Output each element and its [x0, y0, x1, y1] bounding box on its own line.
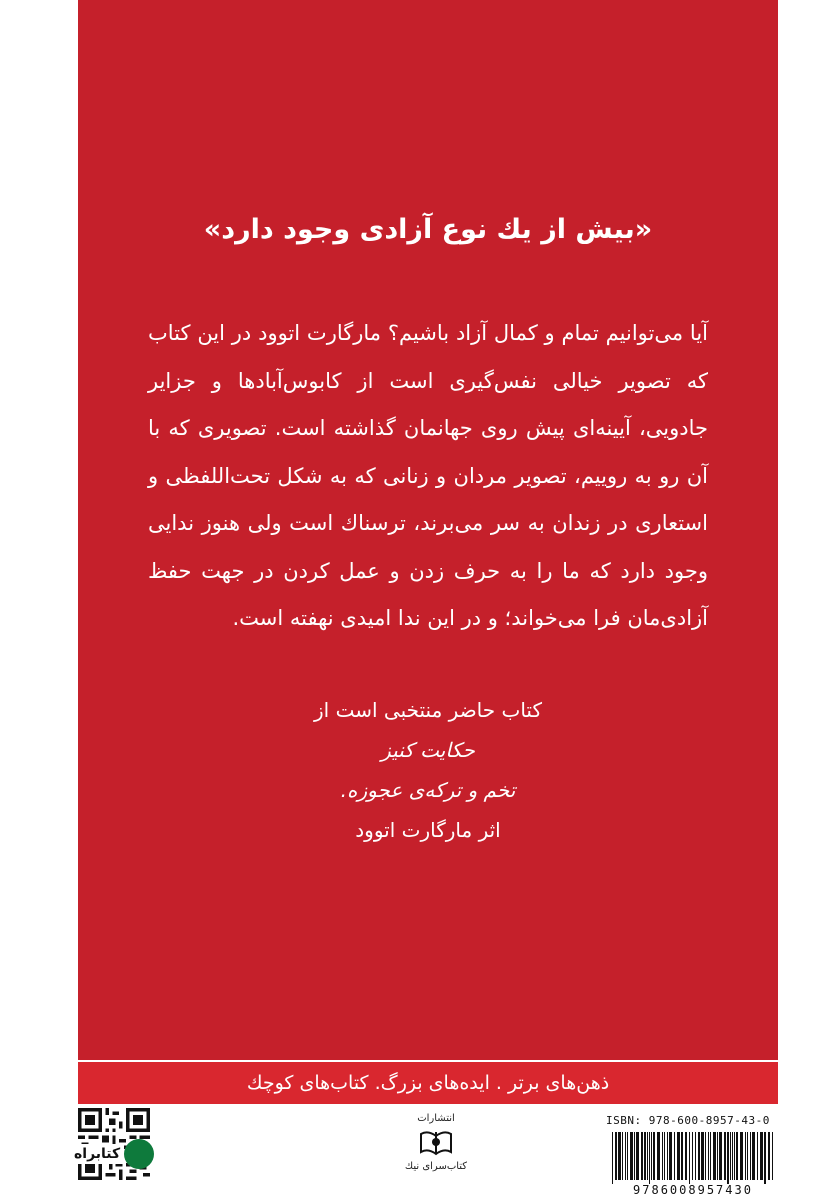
barcode-bar — [745, 1132, 746, 1180]
barcode-bar — [717, 1132, 718, 1180]
barcode-bar — [647, 1132, 648, 1180]
barcode-bar — [740, 1132, 743, 1180]
barcode-bar — [625, 1132, 626, 1180]
barcode-bar — [757, 1132, 758, 1180]
barcode-bar — [627, 1132, 628, 1180]
back-cover — [78, 0, 778, 1060]
barcode-bar — [708, 1132, 709, 1180]
brand-name: کتابراه — [70, 1144, 124, 1164]
barcode-bar — [760, 1132, 763, 1180]
barcode-bar — [747, 1132, 748, 1180]
excerpt-note — [78, 690, 778, 850]
brand-watermark — [70, 1136, 158, 1172]
cover-headline: «بیش از یك نوع آزادی وجود دارد» — [203, 214, 653, 245]
barcode-bar — [615, 1132, 617, 1180]
barcode-bar — [764, 1132, 766, 1184]
barcode-bar — [622, 1132, 623, 1180]
excerpt-title: حکایت کنیز — [381, 738, 475, 762]
barcode-bar — [689, 1132, 690, 1184]
barcode-bar — [734, 1132, 735, 1180]
barcode-bar — [750, 1132, 751, 1180]
barcode-bar — [667, 1132, 668, 1180]
barcode-bar — [649, 1132, 650, 1184]
barcode-bar — [669, 1132, 672, 1180]
barcode-bar — [677, 1132, 680, 1180]
barcode-bar — [653, 1132, 655, 1180]
barcode — [606, 1130, 780, 1196]
publisher-name: کتاب‌سرای نیك — [404, 1161, 468, 1172]
barcode-bar — [698, 1132, 700, 1180]
barcode-bar — [701, 1132, 704, 1180]
excerpt-line: کتاب حاضر منتخبی است از — [314, 698, 542, 722]
barcode-bar — [630, 1132, 633, 1180]
book-eye-icon — [419, 1128, 453, 1158]
barcode-bar — [636, 1132, 639, 1180]
barcode-bar — [664, 1132, 665, 1180]
barcode-bar — [618, 1132, 621, 1180]
barcode-bar — [612, 1132, 613, 1184]
excerpt-author: اثر مارگارت اتوود — [355, 818, 501, 842]
barcode-bar — [651, 1132, 652, 1180]
barcode-bar — [732, 1132, 733, 1180]
barcode-bar — [641, 1132, 643, 1180]
barcode-bar — [736, 1132, 738, 1180]
barcode-bar — [692, 1132, 693, 1180]
barcode-bar — [695, 1132, 696, 1180]
barcode-digits: 9786008957430 — [633, 1183, 753, 1196]
barcode-bar — [681, 1132, 683, 1180]
publisher-label: انتشارات — [417, 1113, 455, 1124]
barcode-bar — [662, 1132, 663, 1180]
barcode-bar — [752, 1132, 755, 1180]
barcode-bar — [634, 1132, 635, 1180]
barcode-bar — [772, 1132, 773, 1180]
cover-blurb: آیا می‌توانیم تمام و کمال آزاد باشیم؟ مارگارت اتوود در این کتاب که تصویر خیالی نفس‌گیری است از کابوس‌آبادها و جزایر جادویی، آیینه‌ای پیش روی جهانمان گذاشته است. تصویری که با آن رو به روییم، تصویر مردان و زنانی که به شکل تحت‌اللفظی و استعاری در زندان به سر می‌برند، ترسناك است ولی هنوز ندایی وجود دارد که ما را به حرف زدن و عمل کردن در جهت حفظ آزادی‌مان فرا می‌خواند؛ و در این ندا امیدی نهفته است. — [148, 321, 708, 630]
isbn-label: ISBN: 978-600-8957-43-0 — [606, 1114, 770, 1127]
barcode-bar — [710, 1132, 711, 1180]
barcode-bar — [730, 1132, 731, 1180]
barcode-bar — [719, 1132, 722, 1180]
barcode-bar — [657, 1132, 660, 1180]
barcode-bar — [685, 1132, 687, 1180]
barcode-bar — [674, 1132, 675, 1180]
barcode-bar — [705, 1132, 706, 1180]
barcode-bar — [724, 1132, 726, 1180]
publisher-logo — [402, 1112, 470, 1186]
barcode-bar — [713, 1132, 716, 1180]
excerpt-title: تخم و ترکه‌ی عجوزه. — [340, 778, 516, 802]
leaf-logo-icon — [124, 1139, 154, 1169]
barcode-bar — [644, 1132, 646, 1180]
series-tagline-band: ذهن‌های برتر . ایده‌های بزرگ. کتاب‌های کوچك — [78, 1062, 778, 1104]
barcode-bar — [727, 1132, 729, 1184]
barcode-bar — [768, 1132, 770, 1180]
